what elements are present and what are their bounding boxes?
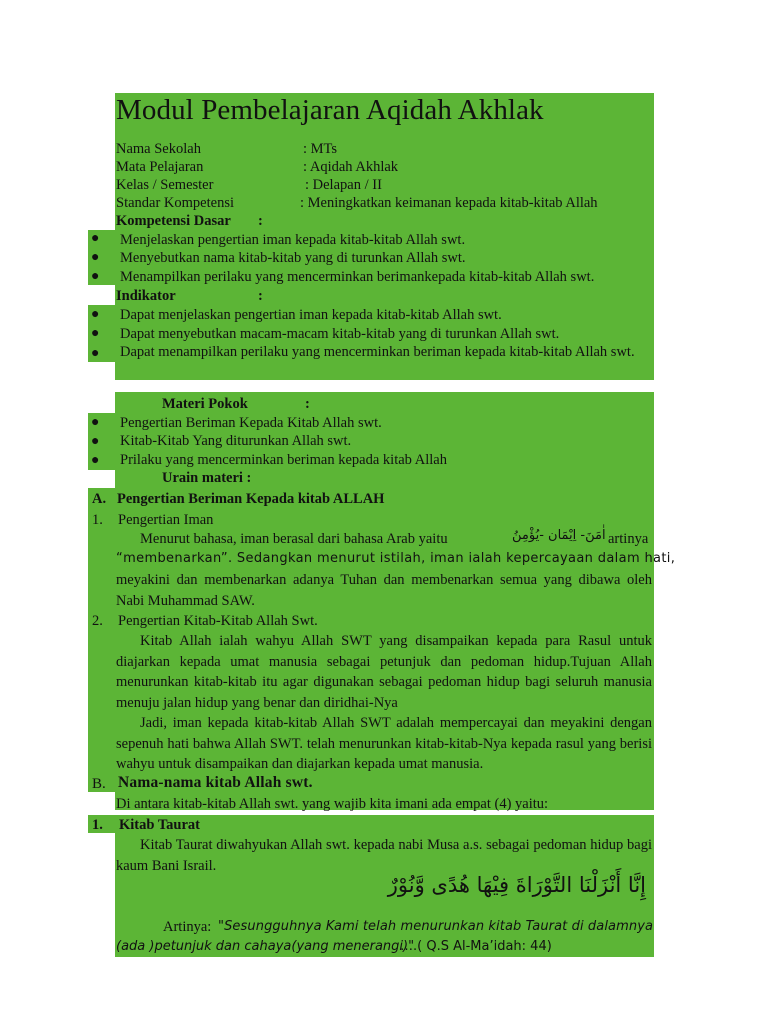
list-item: Menampilkan perilaku yang mencerminkan berimankepada kitab-kitab Allah swt.	[120, 269, 595, 285]
paragraph-text: “membenarkan”. Sedangkan menurut istilah, iman ialah kepercayaan dalam hati,	[116, 551, 676, 566]
bullet-icon: ●	[91, 346, 100, 361]
section-title: Nama-nama kitab Allah swt.	[118, 774, 313, 791]
sub-title: Pengertian Iman	[118, 512, 214, 528]
list-item: Dapat menyebutkan macam-macam kitab-kitab yang di turunkan Allah swt.	[120, 326, 560, 342]
page-title: Modul Pembelajaran Aqidah Akhlak	[116, 94, 544, 126]
paragraph-text: Kitab Allah ialah wahyu Allah SWT yang disampaikan kepada para Rasul untuk diajarkan kepada umat manusia sebagai petunjuk dan pedoman hidup.Tujuan Allah menurunkan kitab-kitab itu agar digunakan sebagai pedoman hidup bagi seluruh manusia menuju jalan hidup yang benar dan diridhai-Nya	[116, 633, 652, 711]
section-heading: Indikator	[116, 288, 176, 304]
section-title: Pengertian Beriman Kepada kitab ALLAH	[117, 491, 385, 507]
arabic-word: اٰمَنَ- اِيْمَان -يُؤْمِنُ	[512, 528, 606, 543]
bullet-icon: ●	[91, 453, 100, 468]
translation-text: "Sesungguhnya Kami telah menurunkan kitab Taurat di dalamnya	[218, 919, 654, 934]
info-label: Mata Pelajaran	[116, 159, 204, 175]
heading-colon: :	[258, 213, 263, 229]
translation-label: Artinya:	[163, 919, 212, 935]
info-value: : MTs	[303, 141, 338, 157]
info-label: Standar Kompetensi	[116, 195, 234, 211]
sub-number: 1.	[92, 512, 103, 528]
list-item: Pengertian Beriman Kepada Kitab Allah swt.	[120, 415, 382, 431]
quran-verse: إِنَّا أَنْزَلْنَا التَّوْرَاةَ فِيْهَا هُدًى وَّنُوْرٌ	[387, 873, 646, 897]
bullet-icon: ●	[91, 269, 100, 284]
heading-colon: :	[258, 288, 263, 304]
heading-colon: :	[305, 396, 310, 412]
info-label: Nama Sekolah	[116, 141, 201, 157]
paragraph-text: artinya	[608, 531, 649, 547]
info-label: Kelas / Semester	[116, 177, 214, 193]
sub-number: 2.	[92, 613, 103, 629]
info-value: : Delapan / II	[305, 177, 382, 193]
section-marker: A.	[92, 491, 107, 507]
info-value: : Aqidah Akhlak	[303, 159, 399, 175]
sub-title: Kitab Taurat	[119, 817, 200, 833]
section-heading: Materi Pokok	[162, 396, 248, 412]
uraian-heading: Urain materi :	[162, 470, 252, 486]
bullet-icon: ●	[91, 415, 100, 430]
info-value: : Meningkatkan keimanan kepada kitab-kitab Allah	[300, 195, 598, 211]
paragraph-text: Menurut bahasa, iman berasal dari bahasa Arab yaitu	[140, 531, 448, 547]
list-item: Dapat menampilkan perilaku yang mencerminkan beriman kepada kitab-kitab Allah swt.	[120, 344, 635, 360]
verse-reference: ….( Q.S Al-Ma’idah: 44)	[400, 939, 552, 954]
paragraph-text: Kitab Taurat diwahyukan Allah swt. kepada nabi Musa a.s. sebagai pedoman hidup bagi kaum Bani Israil.	[116, 837, 652, 874]
list-item: Kitab-Kitab Yang diturunkan Allah swt.	[120, 433, 352, 449]
section-marker: B.	[92, 776, 106, 792]
list-item: Menjelaskan pengertian iman kepada kitab-kitab Allah swt.	[120, 232, 466, 248]
list-item: Dapat menjelaskan pengertian iman kepada kitab-kitab Allah swt.	[120, 307, 502, 323]
bullet-icon: ●	[91, 326, 100, 341]
bullet-icon: ●	[91, 231, 100, 246]
list-item: Prilaku yang mencerminkan beriman kepada kitab Allah	[120, 452, 447, 468]
bullet-icon: ●	[91, 250, 100, 265]
translation-text: (ada )petunjuk dan cahaya(yang menerangi)"	[116, 939, 415, 954]
sub-number: 1.	[92, 817, 103, 833]
bullet-icon: ●	[91, 434, 100, 449]
paragraph-text: Di antara kitab-kitab Allah swt. yang wajib kita imani ada empat (4) yaitu:	[116, 796, 549, 812]
section-heading: Kompetensi Dasar	[116, 213, 231, 229]
paragraph-text: Jadi, iman kepada kitab-kitab Allah SWT adalah mempercayai dan meyakini dengan sepenuh hati bahwa Allah SWT. telah menurunkan kitab-kitab-Nya kepada rasul yang berisi wahyu untuk disampaikan dan diajarkan kepada umat manusia.	[116, 715, 652, 772]
paragraph-text: meyakini dan membenarkan adanya Tuhan dan membenarkan semua yang dibawa oleh Nabi Muhammad SAW.	[116, 572, 652, 609]
list-item: Menyebutkan nama kitab-kitab yang di turunkan Allah swt.	[120, 250, 466, 266]
sub-title: Pengertian Kitab-Kitab Allah Swt.	[118, 613, 318, 629]
bullet-icon: ●	[91, 307, 100, 322]
